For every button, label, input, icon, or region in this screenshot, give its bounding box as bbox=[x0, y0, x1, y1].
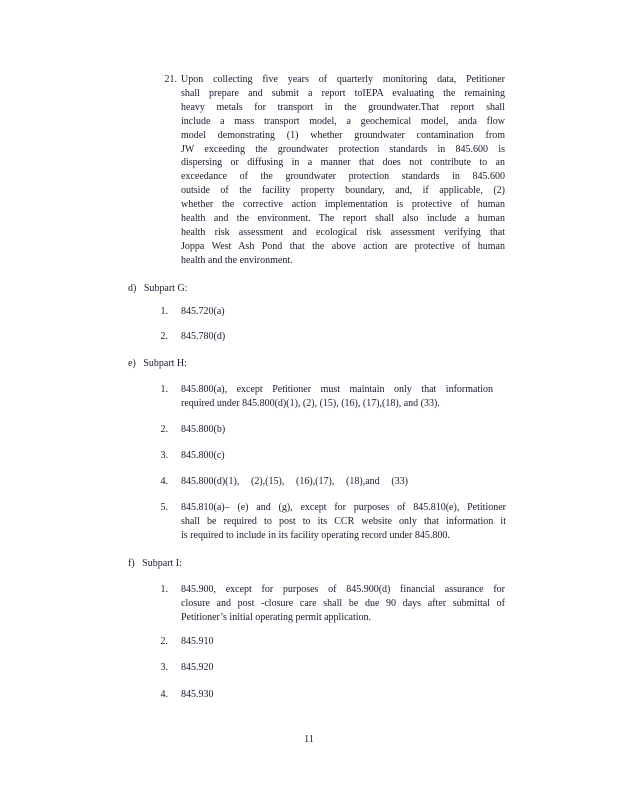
subpart-e-item-3-number: 3. bbox=[160, 450, 168, 461]
item-21-line: health and the environment. bbox=[181, 254, 293, 266]
subpart-e-item-4-paragraph bbox=[181, 475, 408, 489]
item-21-line: include a mass transport model, a geochemical model, anda flow bbox=[181, 115, 505, 127]
subpart-f-item-4-text: 845.930 bbox=[181, 689, 214, 700]
subpart-f-item-1-number: 1. bbox=[160, 584, 168, 595]
item-21-line: health and the environment. The report shall also include a human bbox=[181, 213, 505, 225]
item-21-line: whether the corrective action implementation is protective of human bbox=[181, 199, 505, 211]
subpart-e-item-1-paragraph bbox=[181, 383, 493, 411]
subpart-f-heading bbox=[128, 557, 182, 571]
subpart-e-item-2-text: 845.800(b) bbox=[181, 424, 226, 435]
item-21-line: JW exceeding the groundwater protection standards in 845.600 is bbox=[181, 143, 505, 155]
subpart-e-item-5-line: 845.810(a)– (e) and (g), except for purposes of 845.810(e), Petitioner bbox=[181, 502, 506, 513]
item-21-line: exceedance of the groundwater protection standards in 845.600 bbox=[181, 171, 505, 183]
item-21-paragraph bbox=[181, 73, 505, 268]
subpart-e-item-5-number: 5. bbox=[160, 502, 168, 513]
subpart-d-label: d) bbox=[128, 283, 137, 294]
item-21-line: Joppa West Ash Pond that the above action are protective of human bbox=[181, 240, 505, 252]
item-21-number: 21. bbox=[164, 74, 177, 85]
item-21-line: health risk assessment and ecological risk assessment verifying that bbox=[181, 226, 505, 238]
subpart-d-item-1-number: 1. bbox=[160, 306, 168, 317]
subpart-f-item-1-line: Petitioner’s initial operating permit application. bbox=[181, 611, 372, 623]
subpart-f-item-4-number: 4. bbox=[160, 689, 168, 700]
subpart-d-heading bbox=[128, 282, 187, 296]
subpart-f-label: f) bbox=[128, 558, 135, 569]
page-number: 11 bbox=[304, 734, 314, 745]
subpart-e-item-1-line: 845.800(a), except Petitioner must maintain only that information bbox=[181, 384, 493, 395]
subpart-f-item-2-number: 2. bbox=[160, 636, 168, 647]
subpart-e-label: e) bbox=[128, 358, 136, 369]
item-21-line: Upon collecting five years of quarterly monitoring data, Petitioner bbox=[181, 74, 505, 85]
subpart-e-title: Subpart H: bbox=[143, 358, 187, 369]
subpart-e-item-5-line: is required to include in its facility operating record under 845.800. bbox=[181, 529, 450, 541]
subpart-e-item-1-line: required under 845.800(d)(1), (2), (15), (16), (17),(18), and (33). bbox=[181, 397, 440, 409]
subpart-e-item-4-number: 4. bbox=[160, 476, 168, 487]
subpart-f-item-3-number: 3. bbox=[160, 662, 168, 673]
subpart-f-item-2-text: 845.910 bbox=[181, 636, 214, 647]
subpart-e-item-2-number: 2. bbox=[160, 424, 168, 435]
subpart-d-item-2-number: 2. bbox=[160, 331, 168, 342]
subpart-f-item-1-paragraph bbox=[181, 583, 505, 625]
subpart-e-heading bbox=[128, 357, 187, 371]
subpart-f-item-1-line: 845.900, except for purposes of 845.900(d) financial assurance for bbox=[181, 584, 505, 595]
subpart-e-item-5-paragraph bbox=[181, 501, 506, 543]
item-21-line: model demonstrating (1) whether groundwater contamination from bbox=[181, 129, 505, 141]
subpart-f-title: Subpart I: bbox=[142, 558, 182, 569]
subpart-d-title: Subpart G: bbox=[143, 283, 188, 294]
item-21-line: outside of the facility property boundary, and, if applicable, (2) bbox=[181, 185, 505, 197]
item-21-line: shall prepare and submit a report toIEPA evaluating the remaining bbox=[181, 87, 505, 99]
item-21-line: dispersing or diffusing in a manner that does not contribute to an bbox=[181, 157, 505, 169]
subpart-d-item-2-text: 845.780(d) bbox=[181, 331, 226, 342]
subpart-d-item-1-text: 845.720(a) bbox=[181, 306, 225, 317]
item-21-line: heavy metals for transport in the groundwater.That report shall bbox=[181, 101, 505, 113]
subpart-e-item-1-number: 1. bbox=[160, 384, 168, 395]
subpart-f-item-3-text: 845.920 bbox=[181, 662, 214, 673]
subpart-e-item-3-text: 845.800(c) bbox=[181, 450, 225, 461]
subpart-e-item-4-text: 845.800(d)(1), (2),(15), (16),(17), (18),and (33) bbox=[181, 476, 408, 487]
subpart-e-item-5-line: shall be required to post to its CCR website only that information it bbox=[181, 515, 506, 527]
subpart-f-item-1-line: closure and post -closure care shall be due 90 days after submittal of bbox=[181, 597, 505, 609]
